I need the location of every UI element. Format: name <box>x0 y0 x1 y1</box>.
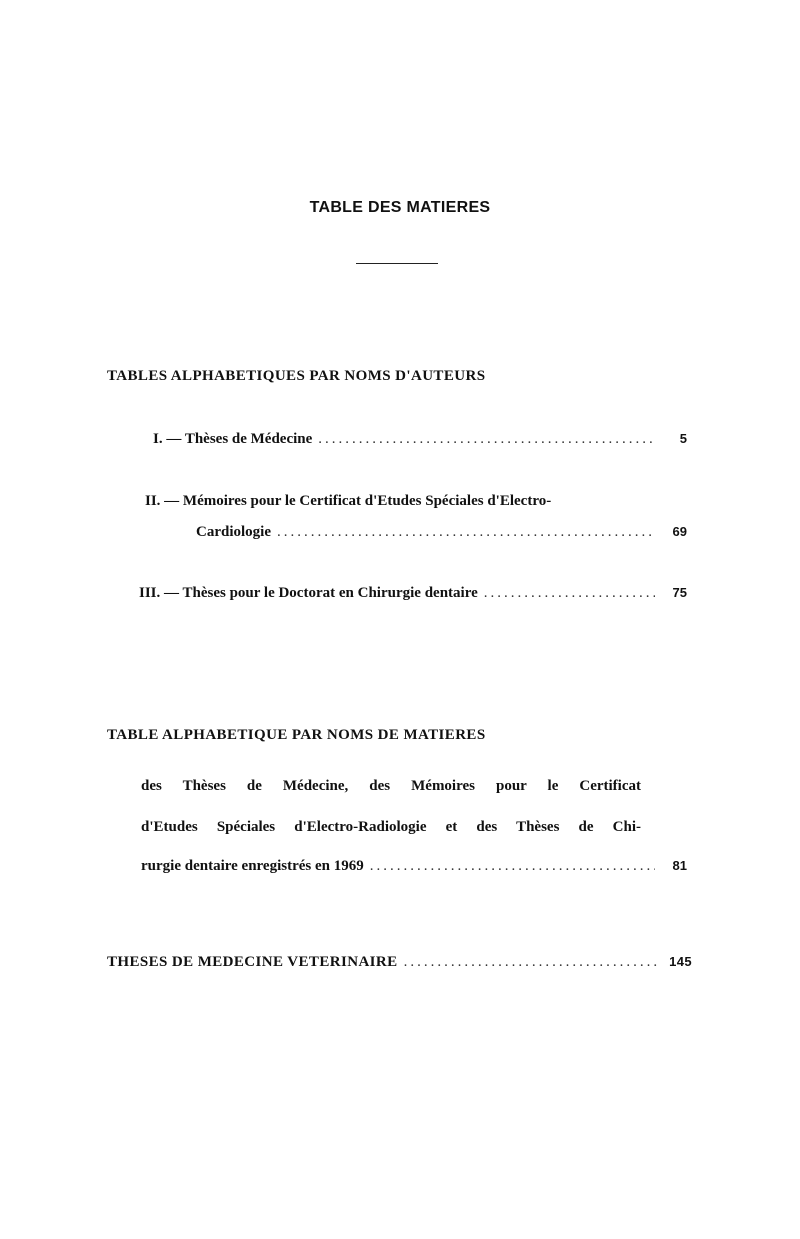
toc-entry-label: Cardiologie <box>196 524 271 540</box>
toc-entry-memoires-line1: II. — Mémoires pour le Certificat d'Etudes Spéciales d'Electro- <box>145 493 552 509</box>
dot-leader <box>277 523 655 541</box>
dot-leader <box>484 584 655 602</box>
section-heading-matieres: TABLE ALPHABETIQUE PAR NOMS DE MATIERES <box>107 727 486 743</box>
toc-entry-page: 145 <box>669 954 692 969</box>
toc-entry-page: 69 <box>672 524 687 539</box>
toc-entry-label: rurgie dentaire enregistrés en 1969 <box>141 858 364 874</box>
section-heading-authors: TABLES ALPHABETIQUES PAR NOMS D'AUTEURS <box>107 368 486 384</box>
section-heading-veterinaire: THESES DE MEDECINE VETERINAIRE <box>107 954 398 970</box>
dot-leader <box>318 430 655 448</box>
matieres-description-line2: d'Etudes Spéciales d'Electro-Radiologie et des Thèses de Chi- <box>141 819 641 835</box>
toc-entry-memoires <box>196 523 687 541</box>
toc-entry-page: 75 <box>672 585 687 600</box>
toc-entry-chirurgie-dentaire <box>139 584 687 602</box>
toc-entry-matieres <box>141 857 687 875</box>
toc-entry-veterinaire <box>107 953 692 971</box>
dot-leader <box>370 857 655 875</box>
page-title: TABLE DES MATIERES <box>309 199 491 216</box>
toc-entry-page: 81 <box>672 858 687 873</box>
matieres-description-line1: des Thèses de Médecine, des Mémoires pour le Certificat <box>141 778 641 794</box>
dot-leader <box>404 953 660 971</box>
title-divider <box>356 263 438 264</box>
toc-entry-label: I. — Thèses de Médecine <box>153 431 313 447</box>
toc-entry-page: 5 <box>679 431 687 446</box>
toc-entry-label: III. — Thèses pour le Doctorat en Chirurgie dentaire <box>139 585 478 601</box>
toc-entry-theses-medecine <box>153 430 687 448</box>
